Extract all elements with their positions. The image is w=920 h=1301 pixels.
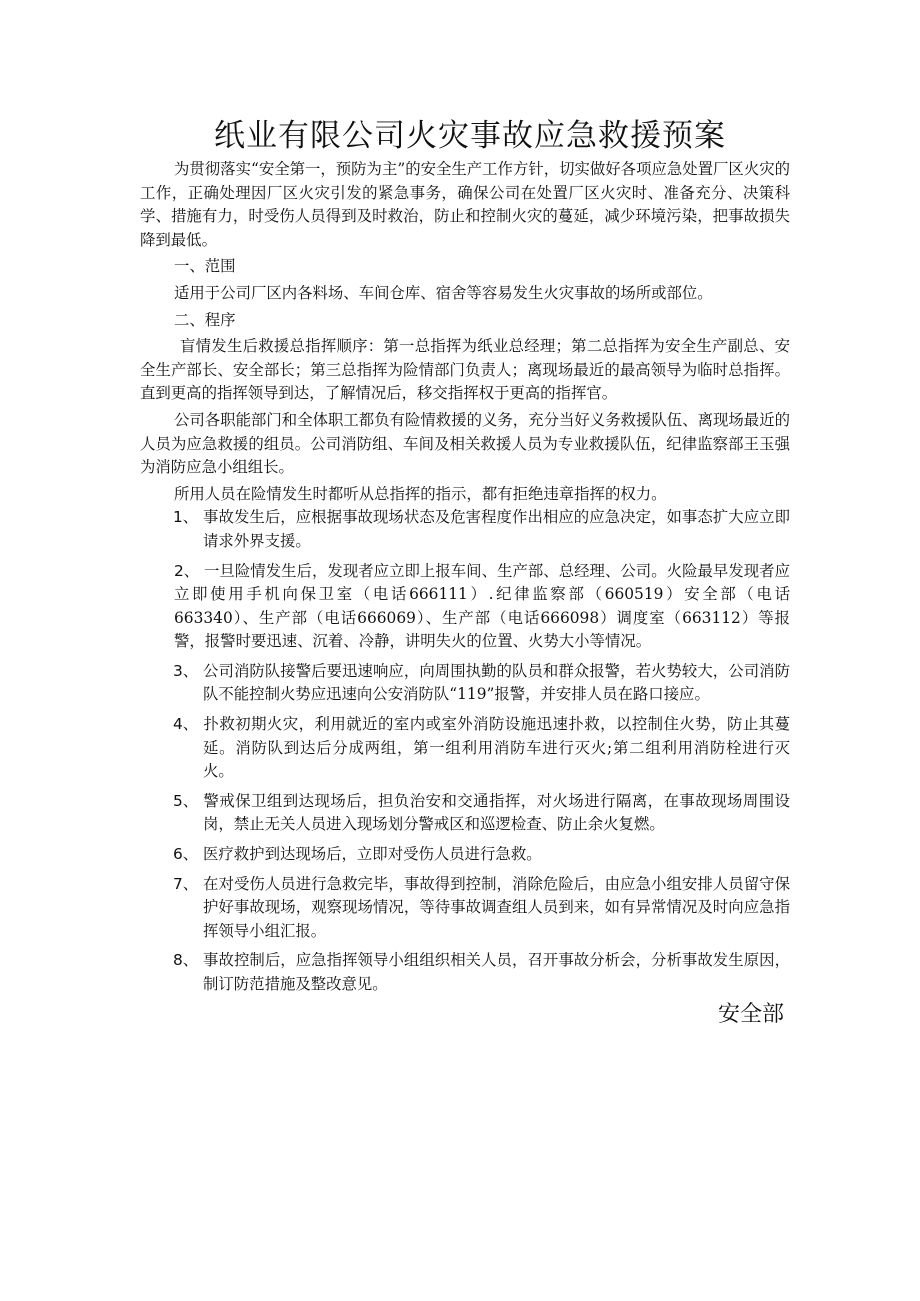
item-number: 5、	[173, 791, 199, 810]
item-text: 医疗救护到达现场后，立即对受伤人员进行急救。	[203, 845, 542, 864]
procedure-item	[140, 790, 790, 837]
command-order-paragraph: 盲情发生后救援总指挥顺序：第一总指挥为纸业总经理；第二总指挥为安全生产副总、安全生产部长、安全部长；第三总指挥为险情部门负责人；离现场最近的最高领导为临时总指挥。直到更高的指挥领导到达，了解情况后，移交指挥权于更高的指挥官。	[140, 337, 790, 403]
item-text: 公司消防队接警后要迅速响应，向周围执勤的队员和群众报警，若火势较大，公司消防队不能控制火势应迅速向公安消防队“119”报警，并安排人员在路口接应。	[203, 661, 790, 704]
scope-paragraph: 适用于公司厂区内各料场、车间仓库、宿舍等容易发生火灾事故的场所或部位。	[174, 283, 713, 302]
section-heading-procedure: 二、程序	[174, 310, 236, 329]
item-number: 6、	[173, 845, 199, 864]
item-number: 8、	[173, 951, 199, 970]
section-heading-scope: 一、范围	[174, 257, 236, 276]
document-title: 纸业有限公司火灾事故应急救援预案	[214, 118, 726, 154]
item-text: 扑救初期火灾，利用就近的室内或室外消防设施迅速扑救，以控制住火势，防止其蔓延。消防队到达后分成两组，第一组利用消防车进行灭火;第二组利用消防栓进行灭火。	[203, 715, 790, 781]
item-text: 警戒保卫组到达现场后，担负治安和交通指挥，对火场进行隔离，在事故现场周围设岗，禁止无关人员进入现场划分警戒区和巡逻检查、防止余火复燃。	[203, 791, 790, 834]
item-number: 7、	[173, 874, 199, 893]
item-text: 一旦险情发生后，发现者应立即上报车间、生产部、总经理、公司。火险最早发现者应立即使用手机向保卫室（电话666111）.纪律监察部（660519）安全部（电话663340）、生产部（电话666069）、生产部（电话666098）调度室（663112）等报警，报警时要迅速、沉着、冷静，讲明失火的位置、火势大小等情况。	[174, 561, 790, 651]
item-number: 1、	[173, 508, 199, 527]
document-body	[140, 158, 790, 997]
procedure-item	[140, 843, 790, 867]
procedure-item	[140, 560, 790, 654]
procedure-item	[140, 713, 790, 784]
intro-paragraph: 为贯彻落实“安全第一，预防为主”的安全生产工作方针，切实做好各项应急处置厂区火灾的工作，正确处理因厂区火灾引发的紧急事务，确保公司在处置厂区火灾时、准备充分、决策科学、措施有力，时受伤人员得到及时救治，防止和控制火灾的蔓延，减少环境污染，把事故损失降到最低。	[140, 160, 790, 249]
procedure-item	[140, 506, 790, 553]
obey-command-paragraph: 所用人员在险情发生时都听从总指挥的指示，都有拒绝违章指挥的权力。	[174, 484, 667, 503]
rescue-duty-paragraph: 公司各职能部门和全体职工都负有险情救援的义务，充分当好义务救援队伍、离现场最近的人员为应急救援的组员。公司消防组、车间及相关救援人员为专业救援队伍，纪律监察部王玉强为消防应急小组组长。	[140, 410, 790, 477]
item-text: 事故控制后，应急指挥领导小组组织相关人员，召开事故分析会，分析事故发生原因，制订防范措施及整改意见。	[203, 951, 790, 993]
procedure-item	[140, 660, 790, 707]
item-number: 3、	[173, 661, 199, 680]
item-number: 4、	[173, 715, 199, 734]
item-number: 2、	[174, 561, 200, 580]
procedure-item	[140, 873, 790, 944]
signature-department: 安全部	[717, 1002, 784, 1027]
item-text: 在对受伤人员进行急救完毕，事故得到控制，消除危险后，由应急小组安排人员留守保护好事故现场，观察现场情况，等待事故调查组人员到来，如有异常情况及时向应急指挥领导小组汇报。	[203, 874, 790, 940]
item-text: 事故发生后，应根据事故现场状态及危害程度作出相应的应急决定，如事态扩大应立即请求外界支援。	[203, 508, 790, 550]
procedure-item	[140, 949, 790, 996]
